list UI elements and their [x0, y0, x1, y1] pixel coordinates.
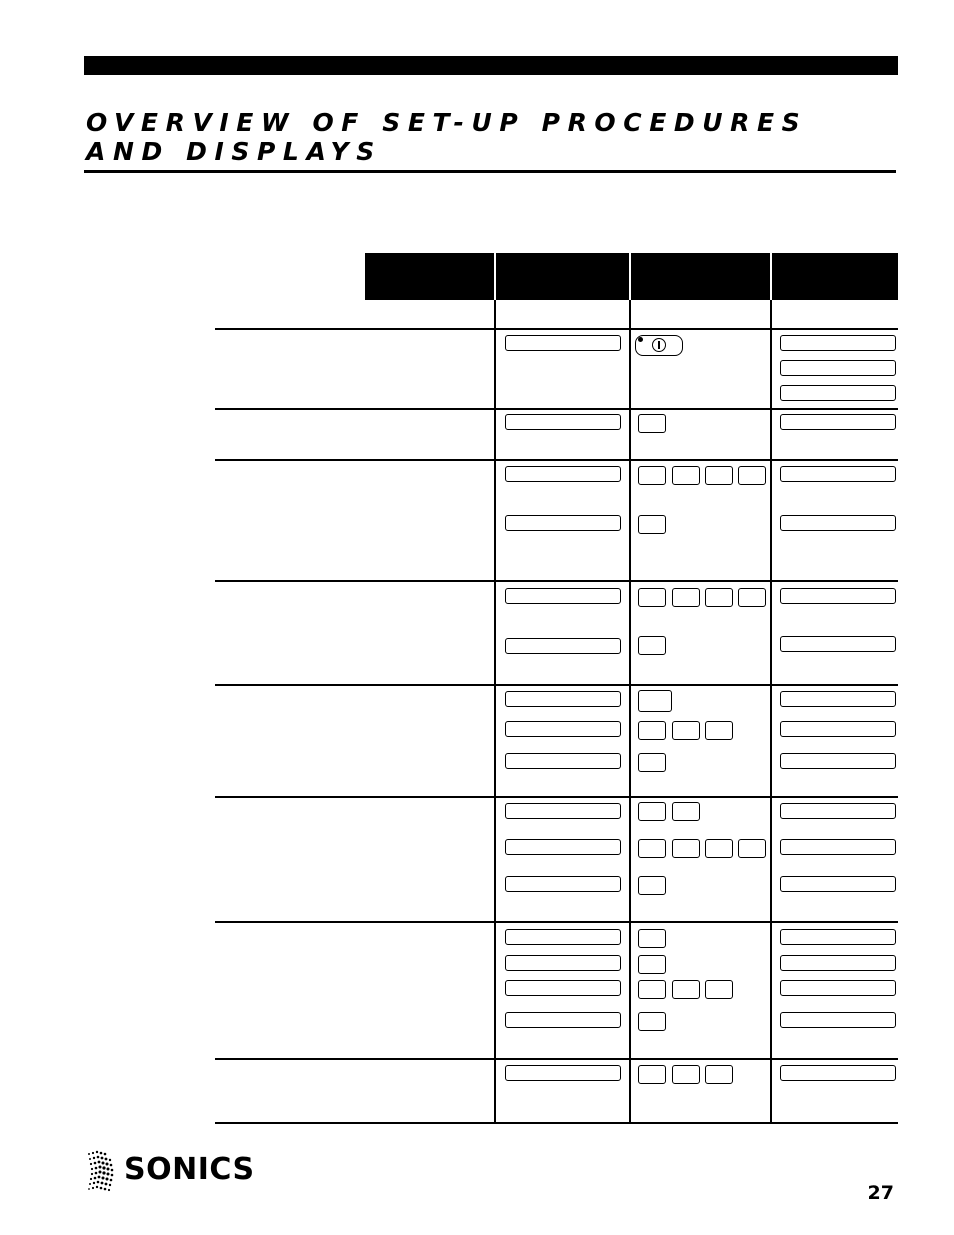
keypad-key-icon: [638, 466, 666, 485]
lcd-display: [505, 1012, 621, 1028]
keypad-key-icon: [705, 466, 733, 485]
title-underline: [84, 170, 896, 173]
keypad-key-icon: [638, 1065, 666, 1084]
lcd-display: [505, 721, 621, 737]
lcd-display: [505, 955, 621, 971]
row-divider: [215, 328, 898, 330]
keypad-key-icon: [672, 839, 700, 858]
keypad-key-icon: [705, 1065, 733, 1084]
lcd-display: [505, 929, 621, 945]
lcd-display-result: [780, 414, 896, 430]
keypad-key-icon: [638, 721, 666, 740]
keypad-key-icon: [638, 1012, 666, 1031]
lcd-display-result: [780, 955, 896, 971]
lcd-display-result: [780, 691, 896, 707]
lcd-display-result: [780, 753, 896, 769]
column-divider: [494, 300, 496, 1123]
lcd-display-result: [780, 360, 896, 376]
column-header-keys: [631, 253, 770, 300]
keypad-key-icon: [638, 690, 672, 712]
keypad-key-icon: [738, 839, 766, 858]
keypad-key-icon: [672, 721, 700, 740]
brand-name: SONICS: [124, 1152, 255, 1187]
power-indicator-dot: [638, 337, 643, 342]
lcd-display-result: [780, 515, 896, 531]
lcd-display-result: [780, 636, 896, 652]
page-number: 27: [867, 1182, 894, 1204]
lcd-display: [505, 876, 621, 892]
lcd-display: [505, 980, 621, 996]
lcd-display-result: [780, 803, 896, 819]
lcd-display-result: [780, 876, 896, 892]
lcd-display: [505, 753, 621, 769]
keypad-key-icon: [672, 588, 700, 607]
page-title: OVERVIEW OF SET-UP PROCEDURES AND DISPLAYS: [86, 108, 808, 166]
keypad-key-icon: [638, 636, 666, 655]
lcd-display-result: [780, 929, 896, 945]
lcd-display: [505, 803, 621, 819]
column-header-display: [496, 253, 629, 300]
keypad-key-icon: [705, 980, 733, 999]
power-key-icon: [635, 335, 683, 356]
lcd-display-result: [780, 839, 896, 855]
column-header-result: [772, 253, 898, 300]
keypad-key-icon: [638, 876, 666, 895]
lcd-display-result: [780, 466, 896, 482]
keypad-key-icon: [638, 414, 666, 433]
lcd-display-result: [780, 335, 896, 351]
keypad-key-icon: [705, 839, 733, 858]
row-divider: [215, 580, 898, 582]
lcd-display: [505, 638, 621, 654]
row-divider: [215, 408, 898, 410]
keypad-key-icon: [672, 980, 700, 999]
keypad-key-icon: [638, 839, 666, 858]
column-header-procedure: [365, 253, 494, 300]
lcd-display: [505, 466, 621, 482]
lcd-display-result: [780, 385, 896, 401]
lcd-display-result: [780, 721, 896, 737]
lcd-display: [505, 335, 621, 351]
row-divider: [215, 1058, 898, 1060]
lcd-display: [505, 588, 621, 604]
keypad-key-icon: [638, 588, 666, 607]
keypad-key-icon: [638, 955, 666, 974]
lcd-display: [505, 839, 621, 855]
sonics-wave-dots-icon: [86, 1150, 118, 1194]
row-divider: [215, 796, 898, 798]
column-divider: [770, 300, 772, 1123]
row-divider: [215, 1122, 898, 1124]
keypad-key-icon: [638, 515, 666, 534]
keypad-key-icon: [672, 1065, 700, 1084]
lcd-display-result: [780, 1012, 896, 1028]
lcd-display: [505, 1065, 621, 1081]
lcd-display: [505, 414, 621, 430]
lcd-display: [505, 515, 621, 531]
row-divider: [215, 459, 898, 461]
lcd-display-result: [780, 1065, 896, 1081]
column-divider: [629, 300, 631, 1123]
row-divider: [215, 684, 898, 686]
keypad-key-icon: [638, 753, 666, 772]
power-symbol-icon: [652, 338, 666, 352]
keypad-key-icon: [638, 929, 666, 948]
keypad-key-icon: [672, 802, 700, 821]
lcd-display-result: [780, 980, 896, 996]
keypad-key-icon: [638, 980, 666, 999]
keypad-key-icon: [738, 466, 766, 485]
header-bar: [84, 56, 898, 75]
row-divider: [215, 921, 898, 923]
keypad-key-icon: [705, 721, 733, 740]
keypad-key-icon: [672, 466, 700, 485]
lcd-display-result: [780, 588, 896, 604]
keypad-key-icon: [738, 588, 766, 607]
keypad-key-icon: [638, 802, 666, 821]
keypad-key-icon: [705, 588, 733, 607]
lcd-display: [505, 691, 621, 707]
